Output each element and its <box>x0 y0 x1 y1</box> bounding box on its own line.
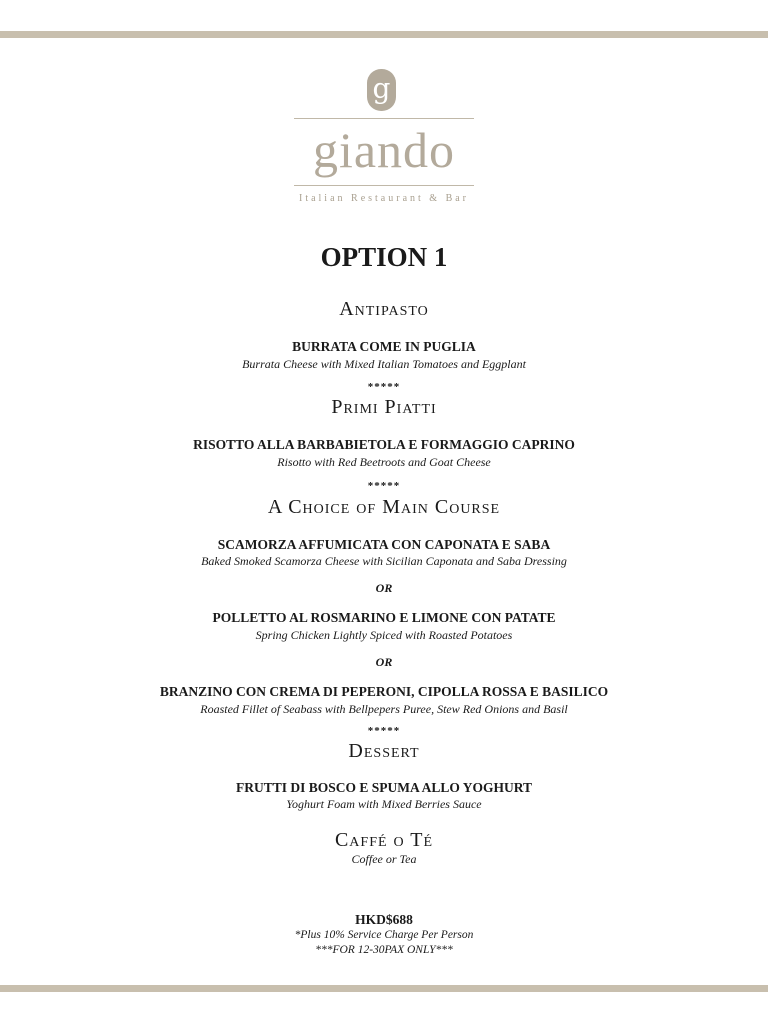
section-antipasto-heading: Antipasto <box>339 298 429 320</box>
separator-stars-3: ***** <box>367 725 401 737</box>
dish-burrata-name: BURRATA COME IN PUGLIA <box>292 339 476 354</box>
top-border-rule <box>0 31 768 38</box>
logo-tagline: Italian Restaurant & Bar <box>298 193 470 204</box>
dish-risotto-name: RISOTTO ALLA BARBABIETOLA E FORMAGGIO CAPRINO <box>193 437 575 452</box>
dish-risotto-description: Risotto with Red Beetroots and Goat Cheese <box>277 455 491 469</box>
menu-price: HKD$688 <box>355 912 413 927</box>
separator-stars-1: ***** <box>367 381 401 393</box>
service-charge-note: *Plus 10% Service Charge Per Person <box>294 929 474 941</box>
dish-scamorza-description: Baked Smoked Scamorza Cheese with Sicilian Caponata and Saba Dressing <box>201 554 567 568</box>
logo-wordmark: giando <box>312 122 456 178</box>
dish-burrata-description: Burrata Cheese with Mixed Italian Tomatoes and Eggplant <box>242 357 526 371</box>
logo-badge-icon: g <box>367 69 396 111</box>
bottom-border-rule <box>0 985 768 992</box>
dish-frutti-description: Yoghurt Foam with Mixed Berries Sauce <box>286 797 482 811</box>
or-label-2: OR <box>375 655 393 669</box>
logo-divider-top <box>294 118 474 119</box>
section-caffe-heading: Caffé o Té <box>334 829 434 851</box>
dish-polletto-description: Spring Chicken Lightly Spiced with Roasted Potatoes <box>255 628 513 642</box>
dish-branzino-description: Roasted Fillet of Seabass with Bellpepers Puree, Stew Red Onions and Basil <box>200 702 568 716</box>
or-label-1: OR <box>375 581 393 595</box>
dish-scamorza-name: SCAMORZA AFFUMICATA CON CAPONATA E SABA <box>217 537 551 552</box>
section-main-course-heading: A Choice of Main Course <box>267 496 501 518</box>
separator-stars-2: ***** <box>367 480 401 492</box>
pax-note: ***FOR 12-30PAX ONLY*** <box>315 944 453 956</box>
section-dessert-heading: Dessert <box>348 740 420 762</box>
dish-frutti-name: FRUTTI DI BOSCO E SPUMA ALLO YOGHURT <box>235 780 533 795</box>
logo-divider-bottom <box>294 185 474 186</box>
section-primi-heading: Primi Piatti <box>331 396 437 418</box>
dish-polletto-name: POLLETTO AL ROSMARINO E LIMONE CON PATATE <box>212 610 556 625</box>
menu-title: OPTION 1 <box>320 242 448 272</box>
dish-branzino-name: BRANZINO CON CREMA DI PEPERONI, CIPOLLA ROSSA E BASILICO <box>159 684 609 699</box>
caffe-description: Coffee or Tea <box>351 852 417 866</box>
